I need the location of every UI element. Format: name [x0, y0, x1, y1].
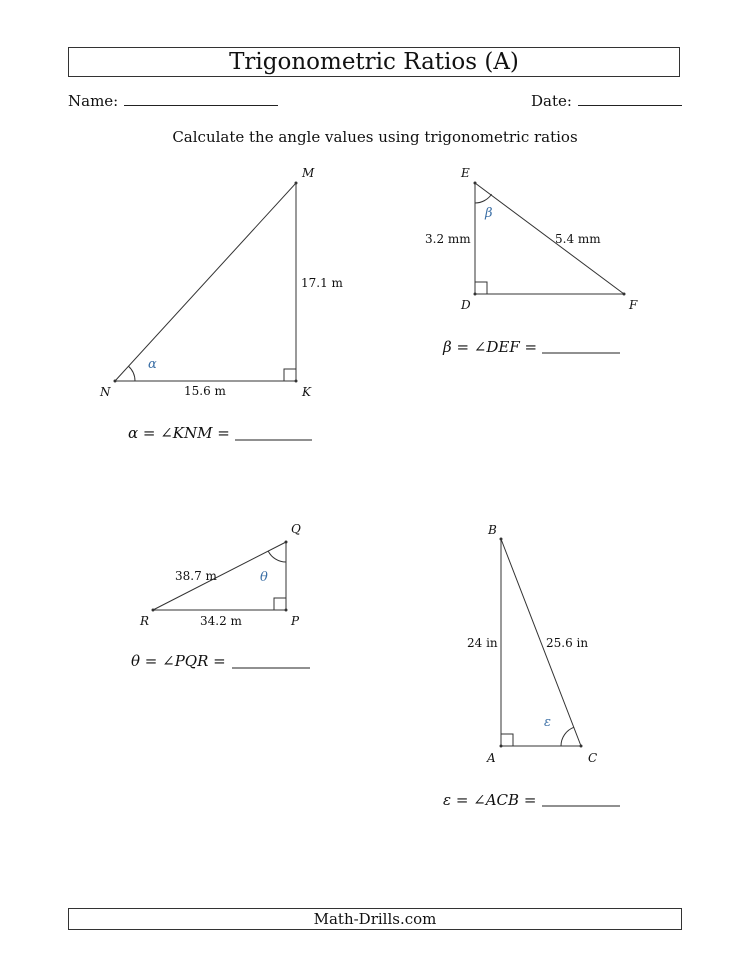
date-label: Date:: [531, 92, 572, 110]
answer-3-label: θ = ∠PQR =: [131, 652, 226, 670]
vertex-c: C: [588, 751, 598, 765]
problem-3: [131, 522, 310, 670]
side-ba-label: 24 in: [467, 636, 498, 650]
vertex-b: B: [488, 523, 497, 537]
instructions: Calculate the angle values using trigonometric ratios: [172, 128, 578, 146]
side-rp-label: 34.2 m: [200, 614, 242, 628]
right-angle-marker: [501, 734, 513, 746]
vertex-f: F: [629, 298, 638, 312]
side-rq-label: 38.7 m: [175, 569, 217, 583]
vertex-p: P: [291, 614, 300, 628]
problem-2: [425, 166, 638, 356]
vertex-d: D: [461, 298, 471, 312]
vertex-n: N: [100, 385, 111, 399]
right-angle-marker: [274, 598, 286, 610]
angle-beta: β: [485, 206, 493, 221]
answer-4-label: ε = ∠ACB =: [443, 791, 537, 809]
worksheet-title: Trigonometric Ratios (A): [68, 47, 680, 77]
vertex-a: A: [487, 751, 496, 765]
vertex-k: K: [302, 385, 311, 399]
footer: Math-Drills.com: [68, 908, 682, 930]
problem-1: [99, 166, 344, 442]
side-ed-label: 3.2 mm: [425, 232, 471, 246]
angle-arc: [561, 727, 574, 746]
side-bc-label: 25.6 in: [546, 636, 589, 650]
vertex-r: R: [140, 614, 150, 628]
problem-4: [443, 523, 620, 809]
name-label: Name:: [68, 92, 119, 110]
vertex-q: Q: [291, 522, 301, 536]
vertex-m: M: [302, 166, 315, 180]
answer-1-label: α = ∠KNM =: [128, 424, 230, 442]
side-nk-label: 15.6 m: [184, 384, 226, 398]
side-ef-label: 5.4 mm: [555, 232, 601, 246]
vertex-e: E: [461, 166, 470, 180]
angle-alpha: α: [148, 357, 157, 372]
triangle-edf: [475, 183, 624, 294]
angle-arc: [268, 551, 286, 562]
side-mk-label: 17.1 m: [301, 276, 343, 290]
angle-arc: [475, 194, 492, 203]
answer-2-label: β = ∠DEF =: [443, 338, 538, 356]
triangle-nkm: [115, 183, 296, 381]
angle-arc: [129, 366, 136, 381]
right-angle-marker: [475, 282, 487, 294]
right-angle-marker: [284, 369, 296, 381]
angle-epsilon: ε: [544, 715, 551, 730]
angle-theta: θ: [260, 570, 268, 585]
